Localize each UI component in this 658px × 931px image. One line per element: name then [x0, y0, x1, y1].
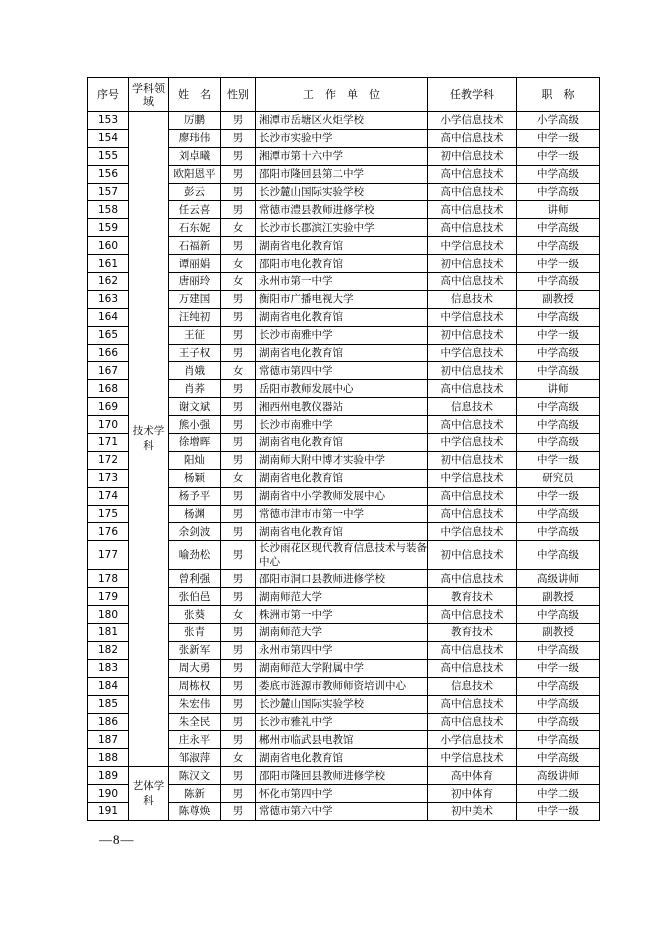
- cell-index: 178: [88, 570, 129, 588]
- cell-title: 副教授: [517, 290, 600, 308]
- table-header: [88, 78, 600, 112]
- cell-title: 中学高级: [517, 273, 600, 291]
- cell-workplace: 湖南省电化教育馆: [256, 749, 428, 767]
- cell-workplace: 湖南省中小学教师发展中心: [256, 487, 428, 505]
- cell-workplace: 湖南师范大学: [256, 624, 428, 642]
- cell-name: 朱全民: [169, 713, 221, 731]
- cell-workplace: 湖南省电化教育馆: [256, 469, 428, 487]
- cell-gender: 男: [221, 129, 256, 147]
- cell-index: 182: [88, 641, 129, 659]
- cell-title: 副教授: [517, 624, 600, 642]
- cell-title: 中学高级: [517, 416, 600, 434]
- cell-index: 165: [88, 326, 129, 344]
- cell-workplace: 永州市第四中学: [256, 641, 428, 659]
- cell-name: 任云喜: [169, 201, 221, 219]
- cell-name: 周大勇: [169, 659, 221, 677]
- cell-name: 余剑波: [169, 523, 221, 541]
- cell-index: 167: [88, 362, 129, 380]
- cell-gender: 男: [221, 695, 256, 713]
- cell-index: 191: [88, 802, 129, 820]
- cell-subject: 小学信息技术: [428, 112, 517, 130]
- cell-gender: 男: [221, 290, 256, 308]
- cell-subject: 高中信息技术: [428, 273, 517, 291]
- cell-subject: 中学信息技术: [428, 344, 517, 362]
- cell-title: 中学高级: [517, 677, 600, 695]
- table-body: [88, 112, 600, 821]
- cell-title: 中学一级: [517, 451, 600, 469]
- cell-gender: 男: [221, 380, 256, 398]
- cell-gender: 男: [221, 731, 256, 749]
- cell-title: 中学高级: [517, 219, 600, 237]
- header-index: 序号: [88, 78, 129, 112]
- cell-index: 161: [88, 255, 129, 273]
- cell-gender: 男: [221, 541, 256, 570]
- cell-name: 汪纯初: [169, 308, 221, 326]
- cell-title: 中学高级: [517, 165, 600, 183]
- cell-title: 中学高级: [517, 731, 600, 749]
- cell-title: 中学一级: [517, 147, 600, 165]
- cell-workplace: 娄底市涟源市教师师资培训中心: [256, 677, 428, 695]
- cell-subject: 信息技术: [428, 677, 517, 695]
- cell-workplace: 邵阳市电化教育馆: [256, 255, 428, 273]
- cell-name: 杨予平: [169, 487, 221, 505]
- cell-index: 186: [88, 713, 129, 731]
- cell-gender: 男: [221, 802, 256, 820]
- cell-gender: 男: [221, 326, 256, 344]
- cell-subject: 高中信息技术: [428, 416, 517, 434]
- cell-name: 彭云: [169, 183, 221, 201]
- cell-title: 中学高级: [517, 505, 600, 523]
- cell-name: 杨渊: [169, 505, 221, 523]
- cell-name: 陈新: [169, 785, 221, 803]
- cell-gender: 男: [221, 147, 256, 165]
- cell-gender: 女: [221, 273, 256, 291]
- cell-subject: 高中信息技术: [428, 641, 517, 659]
- cell-index: 168: [88, 380, 129, 398]
- cell-subject: 教育技术: [428, 624, 517, 642]
- roster-table-container: [87, 77, 599, 821]
- cell-index: 184: [88, 677, 129, 695]
- cell-index: 157: [88, 183, 129, 201]
- cell-workplace: 湖南省电化教育馆: [256, 434, 428, 452]
- cell-subject: 中学信息技术: [428, 749, 517, 767]
- cell-index: 174: [88, 487, 129, 505]
- cell-workplace: 常德市第四中学: [256, 362, 428, 380]
- cell-title: 中学高级: [517, 541, 600, 570]
- cell-index: 185: [88, 695, 129, 713]
- cell-title: 中学一级: [517, 487, 600, 505]
- cell-index: 171: [88, 434, 129, 452]
- cell-index: 179: [88, 588, 129, 606]
- cell-title: 小学高级: [517, 112, 600, 130]
- cell-workplace: 长沙市南雅中学: [256, 416, 428, 434]
- cell-workplace: 湖南师范大学: [256, 588, 428, 606]
- cell-name: 石东妮: [169, 219, 221, 237]
- cell-workplace: 邵阳市隆回县教师进修学校: [256, 767, 428, 785]
- cell-name: 张青: [169, 624, 221, 642]
- cell-workplace: 衡阳市广播电视大学: [256, 290, 428, 308]
- cell-title: 中学二级: [517, 785, 600, 803]
- cell-index: 169: [88, 398, 129, 416]
- cell-index: 173: [88, 469, 129, 487]
- cell-index: 160: [88, 237, 129, 255]
- cell-gender: 男: [221, 344, 256, 362]
- cell-subject: 高中信息技术: [428, 487, 517, 505]
- cell-subject: 高中体育: [428, 767, 517, 785]
- cell-title: 中学一级: [517, 326, 600, 344]
- cell-name: 喻劲松: [169, 541, 221, 570]
- cell-name: 徐增晖: [169, 434, 221, 452]
- cell-name: 万建国: [169, 290, 221, 308]
- cell-index: 181: [88, 624, 129, 642]
- cell-gender: 男: [221, 183, 256, 201]
- cell-gender: 男: [221, 624, 256, 642]
- cell-title: 副教授: [517, 588, 600, 606]
- cell-gender: 男: [221, 201, 256, 219]
- cell-workplace: 湖南省电化教育馆: [256, 523, 428, 541]
- cell-gender: 女: [221, 219, 256, 237]
- page-number: —8—: [99, 832, 135, 847]
- cell-workplace: 湘潭市第十六中学: [256, 147, 428, 165]
- cell-gender: 男: [221, 588, 256, 606]
- cell-name: 厉鹏: [169, 112, 221, 130]
- cell-gender: 男: [221, 785, 256, 803]
- header-title: 职 称: [517, 78, 600, 112]
- cell-subject: 初中信息技术: [428, 147, 517, 165]
- cell-domain: 艺体学科: [129, 767, 169, 821]
- cell-gender: 男: [221, 308, 256, 326]
- cell-index: 159: [88, 219, 129, 237]
- cell-gender: 男: [221, 416, 256, 434]
- cell-workplace: 长沙市雅礼中学: [256, 713, 428, 731]
- cell-title: 中学高级: [517, 398, 600, 416]
- cell-subject: 高中信息技术: [428, 659, 517, 677]
- cell-workplace: 湖南省电化教育馆: [256, 344, 428, 362]
- cell-name: 邹淑萍: [169, 749, 221, 767]
- cell-name: 谢文斌: [169, 398, 221, 416]
- cell-index: 172: [88, 451, 129, 469]
- cell-title: 中学一级: [517, 129, 600, 147]
- cell-index: 153: [88, 112, 129, 130]
- cell-title: 中学高级: [517, 434, 600, 452]
- cell-title: 中学高级: [517, 606, 600, 624]
- cell-subject: 中学信息技术: [428, 434, 517, 452]
- cell-title: 高级讲师: [517, 767, 600, 785]
- cell-gender: 男: [221, 767, 256, 785]
- cell-title: 中学一级: [517, 659, 600, 677]
- cell-name: 庄永平: [169, 731, 221, 749]
- cell-workplace: 长沙麓山国际实验学校: [256, 695, 428, 713]
- cell-title: 中学高级: [517, 523, 600, 541]
- cell-workplace: 湖南师范大学附属中学: [256, 659, 428, 677]
- cell-workplace: 湘潭市岳塘区火炬学校: [256, 112, 428, 130]
- cell-workplace: 常德市津市市第一中学: [256, 505, 428, 523]
- cell-gender: 男: [221, 641, 256, 659]
- cell-name: 杨颖: [169, 469, 221, 487]
- cell-name: 陈尊焕: [169, 802, 221, 820]
- cell-title: 讲师: [517, 201, 600, 219]
- cell-workplace: 常德市第六中学: [256, 802, 428, 820]
- cell-subject: 初中信息技术: [428, 362, 517, 380]
- cell-index: 177: [88, 541, 129, 570]
- cell-subject: 初中体育: [428, 785, 517, 803]
- cell-name: 张葵: [169, 606, 221, 624]
- cell-index: 189: [88, 767, 129, 785]
- cell-workplace: 长沙麓山国际实验学校: [256, 183, 428, 201]
- cell-gender: 男: [221, 659, 256, 677]
- cell-index: 176: [88, 523, 129, 541]
- cell-workplace: 湘西州电教仪器站: [256, 398, 428, 416]
- cell-gender: 女: [221, 749, 256, 767]
- cell-workplace: 邵阳市隆回县第二中学: [256, 165, 428, 183]
- cell-subject: 中学信息技术: [428, 469, 517, 487]
- cell-subject: 高中信息技术: [428, 606, 517, 624]
- cell-workplace: 长沙市南雅中学: [256, 326, 428, 344]
- cell-index: 166: [88, 344, 129, 362]
- cell-gender: 男: [221, 398, 256, 416]
- cell-title: 研究员: [517, 469, 600, 487]
- cell-index: 154: [88, 129, 129, 147]
- cell-workplace: 株洲市第一中学: [256, 606, 428, 624]
- cell-gender: 男: [221, 570, 256, 588]
- cell-subject: 初中信息技术: [428, 255, 517, 273]
- cell-title: 讲师: [517, 380, 600, 398]
- cell-workplace: 长沙市实验中学: [256, 129, 428, 147]
- cell-workplace: 长沙雨花区现代教育信息技术与装备中心: [256, 541, 428, 570]
- cell-subject: 中学信息技术: [428, 308, 517, 326]
- cell-gender: 男: [221, 237, 256, 255]
- cell-subject: 小学信息技术: [428, 731, 517, 749]
- cell-index: 156: [88, 165, 129, 183]
- cell-subject: 高中信息技术: [428, 201, 517, 219]
- cell-name: 张新军: [169, 641, 221, 659]
- cell-gender: 男: [221, 487, 256, 505]
- cell-subject: 高中信息技术: [428, 713, 517, 731]
- cell-title: 中学高级: [517, 183, 600, 201]
- cell-workplace: 永州市第一中学: [256, 273, 428, 291]
- cell-title: 高级讲师: [517, 570, 600, 588]
- cell-name: 廖玮伟: [169, 129, 221, 147]
- cell-name: 熊小强: [169, 416, 221, 434]
- header-subject: 任教学科: [428, 78, 517, 112]
- cell-subject: 高中信息技术: [428, 165, 517, 183]
- header-domain: 学科领域: [129, 78, 169, 112]
- cell-workplace: 湖南省电化教育馆: [256, 237, 428, 255]
- cell-index: 164: [88, 308, 129, 326]
- cell-gender: 男: [221, 165, 256, 183]
- cell-subject: 高中信息技术: [428, 219, 517, 237]
- cell-index: 175: [88, 505, 129, 523]
- table-row: [88, 112, 600, 130]
- cell-domain: 技术学科: [129, 112, 169, 767]
- cell-workplace: 岳阳市教师发展中心: [256, 380, 428, 398]
- cell-name: 王征: [169, 326, 221, 344]
- header-row: [88, 78, 600, 112]
- cell-gender: 男: [221, 677, 256, 695]
- cell-subject: 初中信息技术: [428, 326, 517, 344]
- cell-name: 朱宏伟: [169, 695, 221, 713]
- cell-index: 170: [88, 416, 129, 434]
- cell-title: 中学一级: [517, 802, 600, 820]
- cell-subject: 信息技术: [428, 290, 517, 308]
- cell-subject: 信息技术: [428, 398, 517, 416]
- cell-title: 中学高级: [517, 749, 600, 767]
- cell-index: 163: [88, 290, 129, 308]
- header-gender: 性别: [221, 78, 256, 112]
- cell-title: 中学高级: [517, 695, 600, 713]
- cell-workplace: 郴州市临武县电教馆: [256, 731, 428, 749]
- cell-name: 肖娥: [169, 362, 221, 380]
- table-row: [88, 767, 600, 785]
- cell-index: 187: [88, 731, 129, 749]
- cell-workplace: 湖南省电化教育馆: [256, 308, 428, 326]
- cell-subject: 教育技术: [428, 588, 517, 606]
- cell-name: 王子权: [169, 344, 221, 362]
- cell-workplace: 邵阳市洞口县教师进修学校: [256, 570, 428, 588]
- cell-index: 190: [88, 785, 129, 803]
- cell-name: 张伯邑: [169, 588, 221, 606]
- cell-index: 188: [88, 749, 129, 767]
- cell-workplace: 长沙市长郡滨江实验中学: [256, 219, 428, 237]
- cell-name: 肖荞: [169, 380, 221, 398]
- cell-name: 石福新: [169, 237, 221, 255]
- cell-title: 中学高级: [517, 344, 600, 362]
- cell-subject: 初中美术: [428, 802, 517, 820]
- cell-gender: 男: [221, 505, 256, 523]
- cell-subject: 中学信息技术: [428, 237, 517, 255]
- cell-title: 中学一级: [517, 255, 600, 273]
- cell-name: 阳灿: [169, 451, 221, 469]
- cell-subject: 高中信息技术: [428, 695, 517, 713]
- cell-name: 刘卓曦: [169, 147, 221, 165]
- cell-title: 中学高级: [517, 362, 600, 380]
- cell-name: 陈汉文: [169, 767, 221, 785]
- cell-gender: 男: [221, 434, 256, 452]
- cell-subject: 高中信息技术: [428, 570, 517, 588]
- cell-index: 183: [88, 659, 129, 677]
- cell-workplace: 常德市澧县教师进修学校: [256, 201, 428, 219]
- cell-index: 155: [88, 147, 129, 165]
- cell-gender: 女: [221, 362, 256, 380]
- cell-name: 谭丽娟: [169, 255, 221, 273]
- cell-subject: 高中信息技术: [428, 183, 517, 201]
- cell-name: 唐丽玲: [169, 273, 221, 291]
- cell-subject: 高中信息技术: [428, 380, 517, 398]
- cell-subject: 高中信息技术: [428, 505, 517, 523]
- cell-gender: 男: [221, 112, 256, 130]
- cell-gender: 男: [221, 523, 256, 541]
- cell-subject: 初中信息技术: [428, 541, 517, 570]
- cell-subject: 高中信息技术: [428, 129, 517, 147]
- header-name: 姓 名: [169, 78, 221, 112]
- cell-name: 曾利强: [169, 570, 221, 588]
- cell-gender: 女: [221, 255, 256, 273]
- roster-table: [87, 77, 600, 821]
- cell-gender: 男: [221, 451, 256, 469]
- cell-subject: 中学信息技术: [428, 523, 517, 541]
- cell-index: 180: [88, 606, 129, 624]
- cell-workplace: 湖南师大附中博才实验中学: [256, 451, 428, 469]
- cell-gender: 女: [221, 606, 256, 624]
- cell-gender: 男: [221, 713, 256, 731]
- cell-title: 中学高级: [517, 308, 600, 326]
- cell-name: 欧阳恩平: [169, 165, 221, 183]
- cell-index: 162: [88, 273, 129, 291]
- cell-title: 中学高级: [517, 237, 600, 255]
- cell-title: 中学高级: [517, 641, 600, 659]
- cell-subject: 初中信息技术: [428, 451, 517, 469]
- header-workplace: 工 作 单 位: [256, 78, 428, 112]
- cell-name: 周栋权: [169, 677, 221, 695]
- cell-index: 158: [88, 201, 129, 219]
- cell-workplace: 怀化市第四中学: [256, 785, 428, 803]
- cell-gender: 女: [221, 469, 256, 487]
- cell-title: 中学高级: [517, 713, 600, 731]
